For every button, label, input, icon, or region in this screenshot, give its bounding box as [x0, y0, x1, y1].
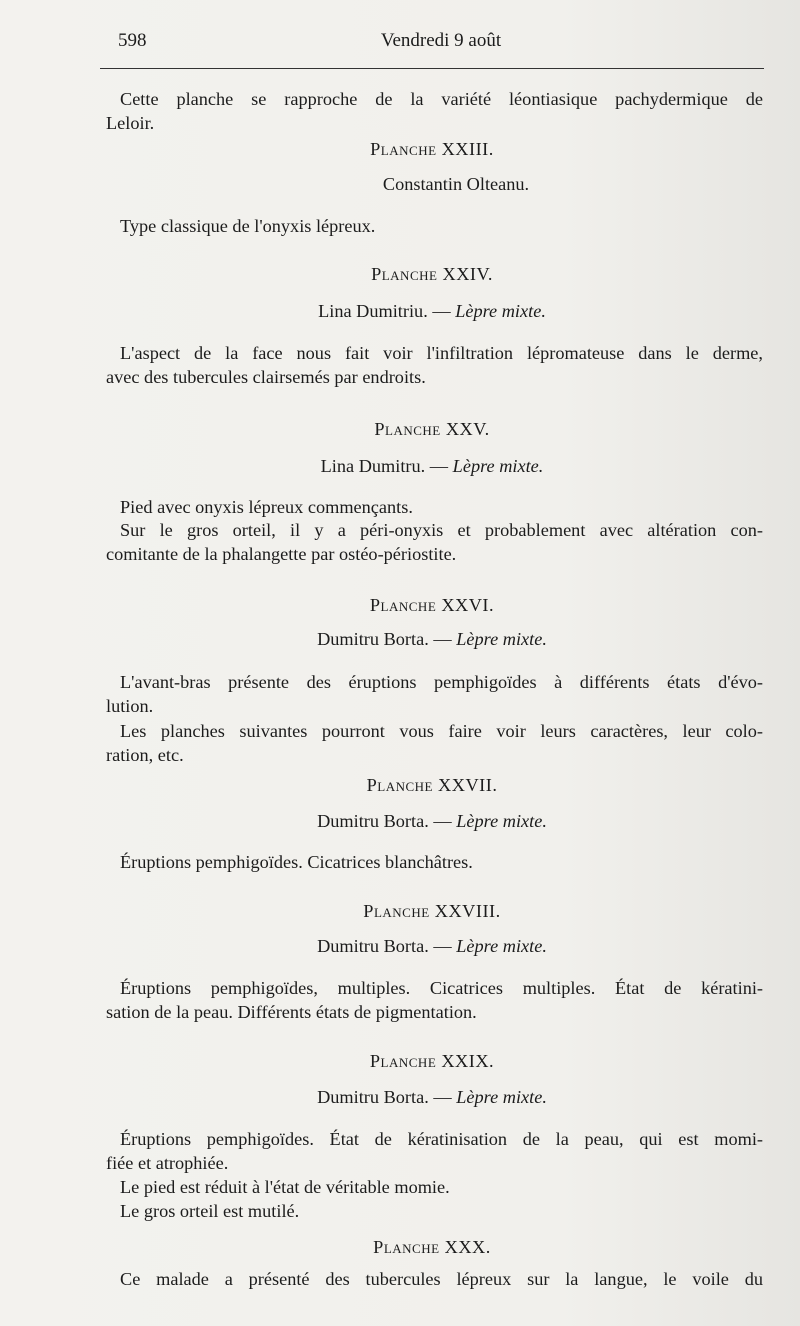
patient-name: Dumitru Borta. —: [317, 936, 457, 956]
header-rule: [100, 68, 764, 69]
patient-name: Lina Dumitriu. —: [318, 301, 456, 321]
diagnosis: Lèpre mixte.: [455, 301, 546, 321]
patient-name: Dumitru Borta. —: [317, 629, 457, 649]
patient-name: Dumitru Borta. —: [317, 811, 457, 831]
plate-subject: [100, 455, 764, 477]
patient-name: Dumitru Borta. —: [317, 1087, 457, 1107]
plate-heading: Planche XXIV.: [371, 264, 493, 284]
text-line: Éruptions pemphigoïdes. Cicatrices blanchâtres.: [120, 852, 473, 872]
diagnosis: Lèpre mixte.: [456, 936, 547, 956]
text-line: avec des tubercules clairsemés par endroits.: [106, 367, 426, 387]
plate-subject: [100, 300, 764, 322]
text-line: Éruptions pemphigoïdes, multiples. Cicatrices multiples. État de kératini-: [120, 978, 763, 998]
text-line: Cette planche se rapproche de la variété léontiasique pachydermique de: [120, 89, 763, 109]
plate-heading: Planche XXV.: [374, 419, 490, 439]
plate-subject: Constantin Olteanu.: [382, 174, 530, 194]
plate-heading: Planche XXIX.: [369, 1051, 495, 1071]
diagnosis: Lèpre mixte.: [452, 456, 544, 476]
plate-heading: Planche XXIII.: [370, 139, 494, 159]
text-line: sation de la peau. Différents états de pigmentation.: [106, 1002, 477, 1022]
plate-subject: [100, 1086, 764, 1108]
text-line: L'avant-bras présente des éruptions pemphigoïdes à différents états d'évo-: [120, 672, 763, 692]
plate-heading: Planche XXVI.: [369, 595, 495, 615]
text-line: Les planches suivantes pourront vous faire voir leurs caractères, leur colo-: [120, 721, 763, 741]
text-line: Type classique de l'onyxis lépreux.: [120, 216, 376, 236]
plate-heading: Planche XXVIII.: [363, 901, 501, 921]
text-line: ration, etc.: [106, 745, 184, 765]
plate-subject: [100, 935, 764, 957]
patient-name: Lina Dumitru. —: [320, 456, 453, 476]
text-line: Éruptions pemphigoïdes. État de kératinisation de la peau, qui est momi-: [120, 1129, 763, 1149]
text-line: lution.: [106, 696, 154, 716]
plate-subject: [100, 810, 764, 832]
diagnosis: Lèpre mixte.: [456, 811, 547, 831]
plate-subject: [100, 628, 764, 650]
page-number: 598: [118, 30, 147, 51]
plate-heading: Planche XXX.: [373, 1237, 491, 1257]
plate-heading: Planche XXVII.: [366, 775, 498, 795]
text-line: Sur le gros orteil, il y a péri-onyxis et probablement avec altération con-: [120, 520, 763, 540]
text-line: comitante de la phalangette par ostéo-périostite.: [106, 544, 457, 564]
text-line: Le pied est réduit à l'état de véritable momie.: [120, 1177, 450, 1197]
text-line: Le gros orteil est mutilé.: [120, 1201, 300, 1221]
text-line: Ce malade a présenté des tubercules lépreux sur la langue, le voile du: [120, 1269, 763, 1289]
text-line: fiée et atrophiée.: [106, 1153, 229, 1173]
diagnosis: Lèpre mixte.: [456, 1087, 547, 1107]
diagnosis: Lèpre mixte.: [456, 629, 547, 649]
running-title: Vendredi 9 août: [380, 30, 502, 51]
text-line: Leloir.: [106, 113, 155, 133]
text-line: Pied avec onyxis lépreux commençants.: [120, 497, 413, 517]
page-header: [118, 30, 764, 56]
text-line: L'aspect de la face nous fait voir l'infiltration lépromateuse dans le derme,: [120, 343, 763, 363]
